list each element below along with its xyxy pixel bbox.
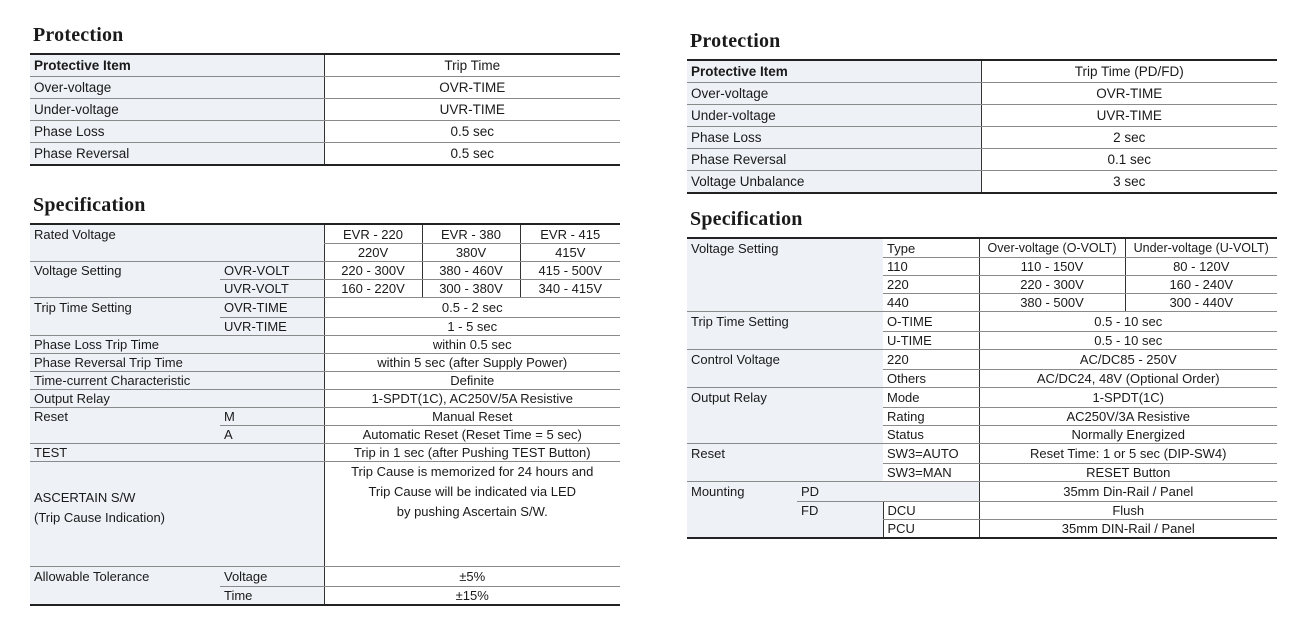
table-row: [687, 502, 1277, 520]
uvr-volt-label: UVR-VOLT: [220, 280, 324, 298]
protection-header-time: Trip Time (PD/FD): [981, 60, 1277, 83]
rating-value: AC250V/3A Resistive: [979, 408, 1277, 426]
over-voltage-cell: 110 - 150V: [979, 258, 1125, 276]
table-row: [687, 83, 1277, 105]
dcu-label: DCU: [883, 502, 979, 520]
right-protection-table: [687, 59, 1277, 194]
table-row: [687, 350, 1277, 370]
table-row: [30, 354, 620, 372]
table-row: [30, 390, 620, 408]
table-row: [687, 276, 1277, 294]
output-relay-label: Output Relay: [687, 388, 883, 408]
reset-spacer: [687, 464, 883, 482]
voltage-setting-spacer: [687, 258, 883, 276]
tolerance-label: Allowable Tolerance: [30, 567, 220, 587]
table-row: [687, 482, 1277, 502]
ascertain-label-line: (Trip Cause Indication): [34, 510, 166, 525]
under-voltage-cell: 160 - 240V: [1125, 276, 1277, 294]
left-spec-table: [30, 223, 620, 606]
tol-voltage-label: Voltage: [220, 567, 324, 587]
table-row: [30, 567, 620, 587]
left-spec-title: Specification: [33, 194, 146, 216]
rated-value: 220V: [324, 244, 422, 262]
test-label: TEST: [30, 444, 324, 462]
mode-label: Mode: [883, 388, 979, 408]
fd-label: FD: [797, 502, 883, 520]
protection-item: Over-voltage: [687, 83, 981, 105]
output-relay-spacer: [687, 426, 883, 444]
protection-header-time: Trip Time: [324, 54, 620, 77]
rated-value: 415V: [520, 244, 620, 262]
table-row: [687, 370, 1277, 388]
reset-m-label: M: [220, 408, 324, 426]
over-voltage-header: Over-voltage (O-VOLT): [979, 238, 1125, 258]
voltage-setting-label: Voltage Setting: [687, 238, 883, 258]
cv-220-label: 220: [883, 350, 979, 370]
table-row: [30, 280, 620, 298]
table-row: [687, 444, 1277, 464]
tol-time-value: ±15%: [324, 587, 620, 606]
table-row: [30, 336, 620, 354]
sw3-man-label: SW3=MAN: [883, 464, 979, 482]
under-voltage-header: Under-voltage (U-VOLT): [1125, 238, 1277, 258]
ovr-volt-value: 415 - 500V: [520, 262, 620, 280]
rated-voltage-label: Rated Voltage: [30, 224, 324, 244]
reset-label: Reset: [30, 408, 220, 426]
table-row: [30, 298, 620, 318]
u-time-value: 0.5 - 10 sec: [979, 332, 1277, 350]
uvr-volt-value: 160 - 220V: [324, 280, 422, 298]
output-relay-label: Output Relay: [30, 390, 324, 408]
table-row: [687, 388, 1277, 408]
protection-value: 3 sec: [981, 171, 1277, 194]
uvr-volt-value: 340 - 415V: [520, 280, 620, 298]
model-cell: EVR - 220: [324, 224, 422, 244]
table-row: [30, 426, 620, 444]
trip-time-setting-label: Trip Time Setting: [687, 312, 883, 332]
table-row: [30, 77, 620, 99]
table-row: [30, 318, 620, 336]
ovr-volt-value: 220 - 300V: [324, 262, 422, 280]
model-cell: EVR - 415: [520, 224, 620, 244]
protection-value: UVR-TIME: [981, 105, 1277, 127]
protection-value: 2 sec: [981, 127, 1277, 149]
control-voltage-spacer: [687, 370, 883, 388]
pd-label: PD: [797, 482, 883, 502]
ascertain-label: [30, 462, 324, 567]
mounting-spacer: [687, 502, 797, 520]
u-time-label: U-TIME: [883, 332, 979, 350]
type-header: Type: [883, 238, 979, 258]
control-voltage-label: Control Voltage: [687, 350, 883, 370]
protection-value: 0.1 sec: [981, 149, 1277, 171]
table-row: [687, 258, 1277, 276]
rated-value: 380V: [422, 244, 520, 262]
table-row: [30, 121, 620, 143]
table-row: [687, 332, 1277, 350]
table-row: [687, 312, 1277, 332]
rating-label: Rating: [883, 408, 979, 426]
reset-label: Reset: [687, 444, 883, 464]
status-label: Status: [883, 426, 979, 444]
sw3-man-value: RESET Button: [979, 464, 1277, 482]
voltage-setting-spacer: [687, 294, 883, 312]
ovr-volt-label: OVR-VOLT: [220, 262, 324, 280]
left-column: [30, 24, 620, 606]
protection-item: Under-voltage: [30, 99, 324, 121]
protection-item: Voltage Unbalance: [687, 171, 981, 194]
rated-voltage-spacer: [30, 244, 324, 262]
cv-220-value: AC/DC85 - 250V: [979, 350, 1277, 370]
sw3-auto-label: SW3=AUTO: [883, 444, 979, 464]
ascertain-value: [324, 462, 620, 567]
dcu-value: Flush: [979, 502, 1277, 520]
protection-value: OVR-TIME: [981, 83, 1277, 105]
o-time-label: O-TIME: [883, 312, 979, 332]
trip-time-spacer: [687, 332, 883, 350]
ovr-time-label: OVR-TIME: [220, 298, 324, 318]
output-relay-value: 1-SPDT(1C), AC250V/5A Resistive: [324, 390, 620, 408]
ascertain-value-line: by pushing Ascertain S/W.: [396, 504, 548, 519]
voltage-setting-label: Voltage Setting: [30, 262, 220, 280]
reset-a-value: Automatic Reset (Reset Time = 5 sec): [324, 426, 620, 444]
table-row: [687, 464, 1277, 482]
type-cell: 440: [883, 294, 979, 312]
under-voltage-cell: 80 - 120V: [1125, 258, 1277, 276]
protection-value: 0.5 sec: [324, 143, 620, 166]
protection-value: OVR-TIME: [324, 77, 620, 99]
trip-time-spacer: [30, 318, 220, 336]
protection-value: UVR-TIME: [324, 99, 620, 121]
phase-loss-label: Phase Loss Trip Time: [30, 336, 324, 354]
table-row: [687, 520, 1277, 539]
table-row: [687, 294, 1277, 312]
protection-item: Phase Reversal: [687, 149, 981, 171]
table-row: [30, 244, 620, 262]
table-row: [687, 149, 1277, 171]
ovr-time-value: 0.5 - 2 sec: [324, 298, 620, 318]
table-row: [687, 426, 1277, 444]
table-row: [687, 105, 1277, 127]
table-row: [687, 60, 1277, 83]
right-spec-table: [687, 237, 1277, 539]
protection-value: 0.5 sec: [324, 121, 620, 143]
pcu-label: PCU: [883, 520, 979, 539]
over-voltage-cell: 220 - 300V: [979, 276, 1125, 294]
table-row: [30, 54, 620, 77]
tcc-value: Definite: [324, 372, 620, 390]
table-row: [30, 444, 620, 462]
ascertain-value-line: Trip Cause is memorized for 24 hours and: [351, 464, 594, 479]
tol-time-label: Time: [220, 587, 324, 606]
protection-item: Under-voltage: [687, 105, 981, 127]
table-row: [30, 99, 620, 121]
model-cell: EVR - 380: [422, 224, 520, 244]
left-protection-title: Protection: [33, 24, 124, 46]
status-value: Normally Energized: [979, 426, 1277, 444]
table-row: [30, 224, 620, 244]
mode-value: 1-SPDT(1C): [979, 388, 1277, 408]
cv-others-label: Others: [883, 370, 979, 388]
test-value: Trip in 1 sec (after Pushing TEST Button): [324, 444, 620, 462]
uvr-volt-value: 300 - 380V: [422, 280, 520, 298]
uvr-time-value: 1 - 5 sec: [324, 318, 620, 336]
voltage-setting-spacer: [687, 276, 883, 294]
protection-header-item: Protective Item: [30, 54, 324, 77]
pcu-value: 35mm DIN-Rail / Panel: [979, 520, 1277, 539]
table-row: [30, 587, 620, 606]
tolerance-spacer: [30, 587, 220, 606]
voltage-setting-spacer: [30, 280, 220, 298]
protection-header-item: Protective Item: [687, 60, 981, 83]
left-protection-table: [30, 53, 620, 166]
ascertain-value-line: Trip Cause will be indicated via LED: [368, 484, 577, 499]
protection-item: Phase Loss: [30, 121, 324, 143]
table-row: [687, 127, 1277, 149]
table-row: [687, 408, 1277, 426]
trip-time-setting-label: Trip Time Setting: [30, 298, 220, 318]
table-row: [30, 143, 620, 166]
ascertain-label-line: ASCERTAIN S/W: [34, 490, 136, 505]
table-row: [30, 372, 620, 390]
under-voltage-cell: 300 - 440V: [1125, 294, 1277, 312]
table-row: [687, 171, 1277, 194]
protection-item: Phase Loss: [687, 127, 981, 149]
over-voltage-cell: 380 - 500V: [979, 294, 1125, 312]
right-column: [687, 30, 1277, 539]
phase-reversal-label: Phase Reversal Trip Time: [30, 354, 324, 372]
protection-item: Phase Reversal: [30, 143, 324, 166]
table-row: [687, 238, 1277, 258]
table-row: [30, 408, 620, 426]
phase-reversal-value: within 5 sec (after Supply Power): [324, 354, 620, 372]
reset-m-value: Manual Reset: [324, 408, 620, 426]
tol-voltage-value: ±5%: [324, 567, 620, 587]
type-cell: 220: [883, 276, 979, 294]
table-row: [30, 462, 620, 567]
o-time-value: 0.5 - 10 sec: [979, 312, 1277, 332]
sw3-auto-value: Reset Time: 1 or 5 sec (DIP-SW4): [979, 444, 1277, 464]
table-row: [30, 262, 620, 280]
pd-value: 35mm Din-Rail / Panel: [979, 482, 1277, 502]
tcc-label: Time-current Characteristic: [30, 372, 324, 390]
fd-spacer: [797, 520, 883, 539]
pd-spacer: [883, 482, 979, 502]
mounting-label: Mounting: [687, 482, 797, 502]
cv-others-value: AC/DC24, 48V (Optional Order): [979, 370, 1277, 388]
ovr-volt-value: 380 - 460V: [422, 262, 520, 280]
output-relay-spacer: [687, 408, 883, 426]
reset-spacer: [30, 426, 220, 444]
mounting-spacer: [687, 520, 797, 539]
protection-item: Over-voltage: [30, 77, 324, 99]
right-spec-title: Specification: [690, 208, 803, 230]
phase-loss-value: within 0.5 sec: [324, 336, 620, 354]
uvr-time-label: UVR-TIME: [220, 318, 324, 336]
right-protection-title: Protection: [690, 30, 781, 52]
reset-a-label: A: [220, 426, 324, 444]
type-cell: 110: [883, 258, 979, 276]
